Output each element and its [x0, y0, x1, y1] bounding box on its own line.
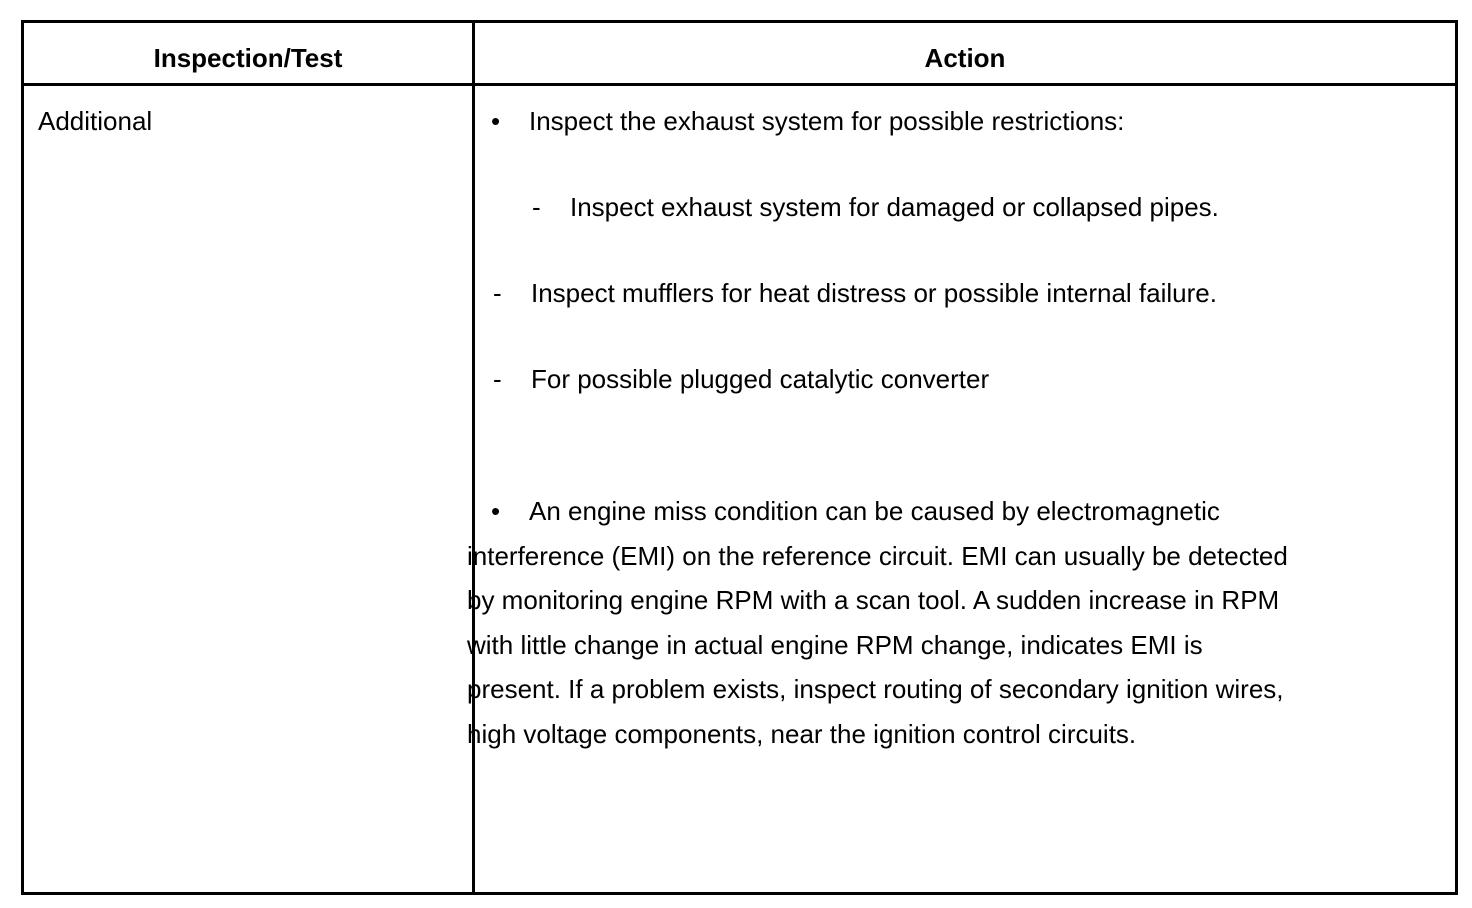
header-inspection-test: Inspection/Test: [153, 43, 343, 73]
paragraph-line: interference (EMI) on the reference circuit. EMI can usually be detected: [467, 540, 1288, 571]
bullet-marker: •: [491, 106, 501, 136]
header-action: Action: [924, 43, 1006, 73]
inspection-table: [21, 20, 1458, 895]
paragraph-line: by monitoring engine RPM with a scan tool. A sudden increase in RPM: [467, 585, 1280, 615]
inspection-cell-additional: Additional: [38, 106, 153, 136]
bullet-marker: •: [491, 496, 501, 526]
paragraph-line: present. If a problem exists, inspect routing of secondary ignition wires,: [467, 674, 1284, 704]
paragraph-line: [467, 489, 1357, 534]
paragraph-line-text: An engine miss condition can be caused by electromagnetic: [529, 496, 1220, 526]
action-item-emi-paragraph: [467, 489, 1357, 756]
action-subitem-damaged-pipes: Inspect exhaust system for damaged or collapsed pipes.: [570, 192, 1219, 222]
paragraph-line: high voltage components, near the ignition control circuits.: [467, 718, 1137, 749]
table-header-row: [24, 23, 1455, 86]
action-item-exhaust-restrictions: Inspect the exhaust system for possible restrictions:: [529, 106, 1125, 136]
paragraph-line: with little change in actual engine RPM change, indicates EMI is: [467, 629, 1203, 660]
action-subitem-catalytic-converter: For possible plugged catalytic converter: [531, 364, 990, 394]
dash-marker: -: [532, 192, 541, 222]
column-divider: [472, 23, 475, 892]
dash-marker: -: [493, 278, 502, 308]
dash-marker: -: [493, 364, 502, 394]
action-subitem-mufflers: Inspect mufflers for heat distress or possible internal failure.: [531, 278, 1217, 308]
